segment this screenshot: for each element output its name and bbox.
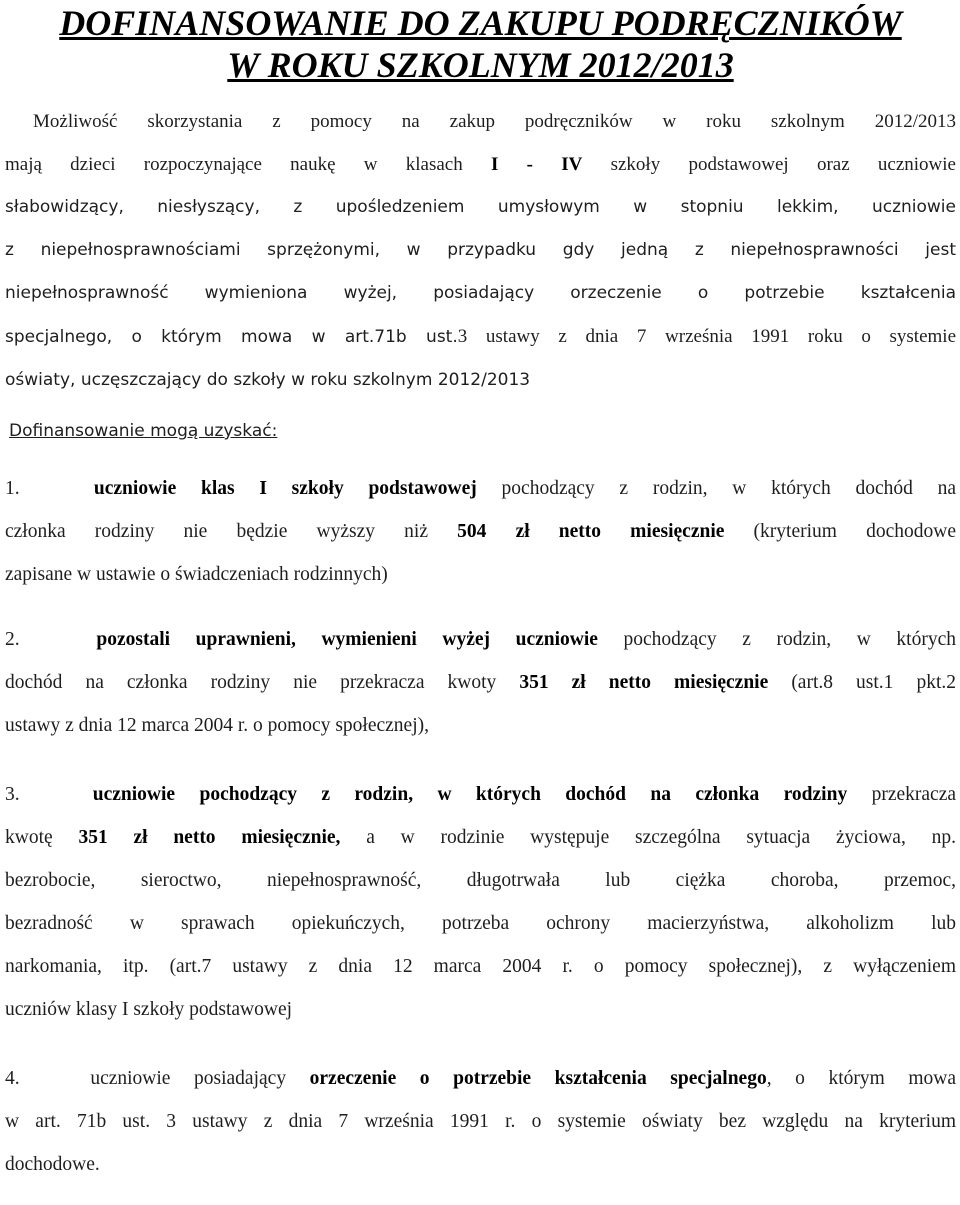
list-item-line [5, 1057, 956, 1100]
section-subheading: Dofinansowanie mogą uzyskać: [9, 421, 278, 441]
intro-line: niepełnosprawność wymieniona wyżej, posiadający orzeczenie o potrzebie kształcenia [5, 283, 956, 303]
intro-line: oświaty, uczęszczający do szkoły w roku szkolnym 2012/2013 [5, 370, 531, 390]
text: dochód na członka rodziny nie przekracza kwoty [5, 672, 520, 693]
intro-line: z niepełnosprawnościami sprzężonymi, w przypadku gdy jedną z niepełnosprawności jest [5, 240, 956, 260]
list-item-line [5, 510, 956, 553]
list-item-line [5, 816, 956, 859]
intro-text: szkoły podstawowej oraz uczniowie [582, 154, 956, 175]
intro-paragraph [5, 100, 956, 402]
list-item-line: w art. 71b ust. 3 ustawy z dnia 7 września 1991 r. o systemie oświaty bez względu na kryterium [5, 1111, 956, 1132]
bold-text: 351 zł netto miesięcznie [519, 672, 769, 693]
bold-text: uczniowie klas I szkoły podstawowej [93, 478, 477, 499]
text: członka rodziny nie będzie wyższy niż [5, 521, 458, 542]
list-item-number: 1. [5, 478, 20, 499]
list-item-line [5, 773, 956, 816]
intro-text: mają dzieci rozpoczynające naukę w klasach [5, 154, 491, 175]
text: (art.8 ust.1 pkt.2 [768, 672, 957, 693]
document-title-line2: W ROKU SZKOLNYM 2012/2013 [227, 45, 734, 85]
list-item-line: dochodowe. [5, 1154, 100, 1175]
bold-text: orzeczenie o potrzebie kształcenia specjalnego [309, 1068, 767, 1089]
list-item-line [5, 661, 956, 704]
text: (kryterium dochodowe [724, 521, 956, 542]
intro-classes-bold: I - IV [491, 154, 583, 175]
list-item-line: narkomania, itp. (art.7 ustawy z dnia 12 marca 2004 r. o pomocy społecznej), z wyłączeniem [5, 956, 956, 977]
intro-line: Możliwość skorzystania z pomocy na zakup podręczników w roku szkolnym 2012/2013 [33, 111, 956, 132]
list-item-line: ustawy z dnia 12 marca 2004 r. o pomocy społecznej), [5, 715, 430, 736]
list-item-line: zapisane w ustawie o świadczeniach rodzinnych) [5, 564, 388, 585]
bold-text: pozostali uprawnieni, wymienieni wyżej uczniowie [96, 629, 598, 650]
text: a w rodzinie występuje szczególna sytuacja życiowa, np. [340, 827, 956, 848]
text: uczniowie posiadający [90, 1068, 310, 1089]
text: przekracza [847, 784, 957, 805]
list-item-line: uczniów klasy I szkoły podstawowej [5, 999, 293, 1020]
bold-text: uczniowie pochodzący z rodzin, w których dochód na członka rodziny [92, 784, 848, 805]
text: kwotę [5, 827, 79, 848]
text: pochodzący z rodzin, w których dochód na [476, 478, 957, 499]
list-item [5, 467, 956, 596]
intro-line [5, 143, 956, 186]
list-item [5, 618, 956, 747]
list-item-line: bezrobocie, sieroctwo, niepełnosprawność, długotrwała lub ciężka choroba, przemoc, [5, 870, 956, 891]
text: pochodzący z rodzin, w których [597, 629, 956, 650]
list-item [5, 1057, 956, 1186]
bold-text: 504 zł netto miesięcznie [457, 521, 725, 542]
document-title-line1: DOFINANSOWANIE DO ZAKUPU PODRĘCZNIKÓW [59, 3, 902, 43]
intro-line: słabowidzący, niesłyszący, z upośledzeniem umysłowym w stopniu lekkim, uczniowie [5, 197, 956, 217]
intro-text: 3 ustawy z dnia 7 września 1991 roku o systemie [457, 326, 957, 347]
list-item-line [5, 618, 956, 661]
list-item-line [5, 467, 956, 510]
intro-line [5, 315, 956, 359]
list-item-number: 4. [5, 1068, 20, 1089]
bold-text: 351 zł netto miesięcznie, [78, 827, 341, 848]
list-item-line: bezradność w sprawach opiekuńczych, potrzeba ochrony macierzyństwa, alkoholizm lub [5, 913, 956, 934]
list-item [5, 773, 956, 1031]
list-item-number: 2. [5, 629, 20, 650]
list-item-number: 3. [5, 784, 20, 805]
intro-text: specjalnego, o którym mowa w art.71b ust. [5, 327, 458, 347]
text: , o którym mowa [766, 1068, 957, 1089]
